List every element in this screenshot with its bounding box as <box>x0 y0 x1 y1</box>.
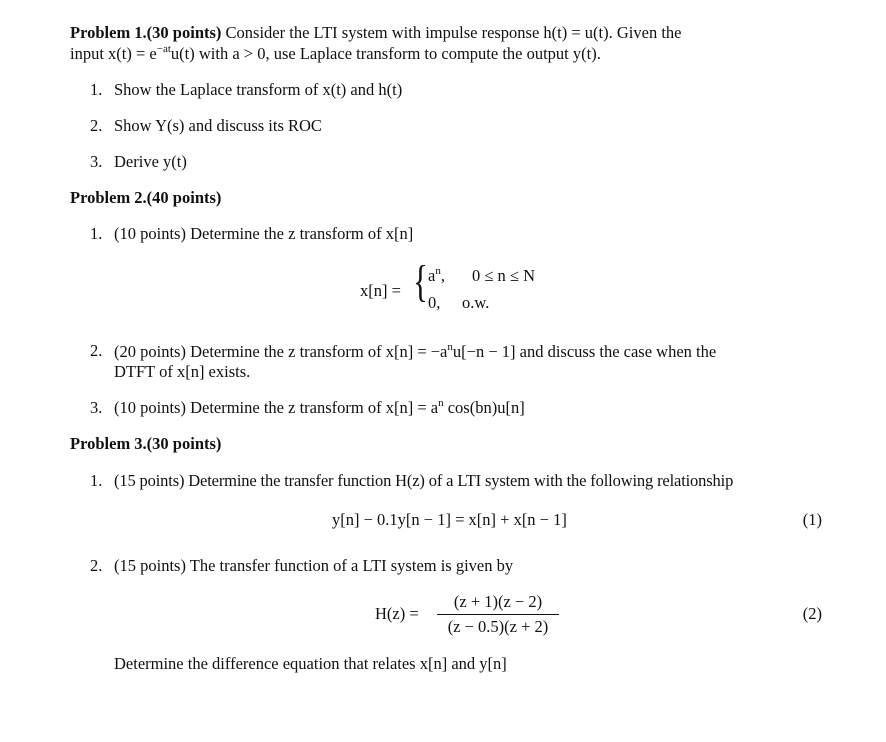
problem1-line2-a: input x(t) = e <box>70 44 157 63</box>
problem2-item2-num: 2. <box>90 341 103 360</box>
piecewise-case1-sup: n <box>435 265 441 277</box>
problem2-item3-a: (10 points) Determine the z transform of x[n] = a <box>114 398 439 417</box>
problem1-item2-num: 2. <box>90 116 103 135</box>
equation-1-label: (1) <box>802 510 822 529</box>
problem2-heading: Problem 2.(40 points) <box>70 188 222 207</box>
problem2-item3-sup: n <box>438 397 444 409</box>
problem2-item3-num: 3. <box>90 398 103 417</box>
problem2-item1-num: 1. <box>90 224 103 243</box>
problem3-closing: Determine the difference equation that relates x[n] and y[n] <box>114 654 507 673</box>
piecewise-lhs: x[n] = <box>360 281 401 300</box>
piecewise-case2-cond: o.w. <box>462 293 490 312</box>
problem2-item2-line2: DTFT of x[n] exists. <box>114 362 251 381</box>
problem1-item1-num: 1. <box>90 80 103 99</box>
problem3-item2-num: 2. <box>90 556 103 575</box>
problem2-item2-line1-a: (20 points) Determine the z transform of x[n] = −a <box>114 342 448 361</box>
problem2-item1-text: (10 points) Determine the z transform of x[n] <box>114 224 414 243</box>
problem1-line2 <box>70 44 601 64</box>
problem1-line2-b: u(t) with a > 0, use Laplace transform to compute the output y(t). <box>170 44 601 63</box>
problem1-item3-num: 3. <box>90 152 103 171</box>
problem1-item3-text: Derive y(t) <box>114 152 187 171</box>
problem2-item2-line1 <box>114 341 822 363</box>
piecewise-case1-val <box>428 266 445 286</box>
problem1-line1: Consider the LTI system with impulse response h(t) = u(t). Given the <box>225 23 682 42</box>
problem2-item3-text <box>114 398 525 418</box>
fraction-bar <box>437 614 559 615</box>
piecewise-case1-comma: , <box>440 266 445 285</box>
problem3-item1-text: (15 points) Determine the transfer function H(z) of a LTI system with the following relationship <box>114 471 734 490</box>
piecewise-case1-cond: 0 ≤ n ≤ N <box>472 266 536 285</box>
equation-2-label: (2) <box>802 604 822 623</box>
problem2-item2-sup: n <box>447 341 453 353</box>
equation-2-fraction <box>437 592 559 637</box>
piecewise-brace-icon: { <box>413 257 428 306</box>
problem1-intro <box>70 21 822 44</box>
problem1-line2-sup: −at <box>156 43 171 55</box>
equation-2-denominator: (z − 0.5)(z + 2) <box>447 617 549 636</box>
problem1-item1-text: Show the Laplace transform of x(t) and h(t) <box>114 80 403 99</box>
problem3-heading: Problem 3.(30 points) <box>70 434 222 453</box>
problem1-item2-text: Show Y(s) and discuss its ROC <box>114 116 322 135</box>
problem2-item2-line1-b: u[−n − 1] and discuss the case when the <box>452 342 717 361</box>
problem3-item1-num: 1. <box>90 471 103 490</box>
equation-1: y[n] − 0.1y[n − 1] = x[n] + x[n − 1] <box>332 510 567 529</box>
problem1-heading: Problem 1.(30 points) <box>70 23 222 42</box>
equation-2-numerator: (z + 1)(z − 2) <box>453 592 543 611</box>
problem3-item2-text: (15 points) The transfer function of a LTI system is given by <box>114 556 514 575</box>
problem2-item3-b: cos(bn)u[n] <box>443 398 525 417</box>
piecewise-case2-val: 0, <box>428 293 441 312</box>
piecewise-case1-base: a <box>428 266 436 285</box>
equation-2-lhs: H(z) = <box>375 604 419 623</box>
